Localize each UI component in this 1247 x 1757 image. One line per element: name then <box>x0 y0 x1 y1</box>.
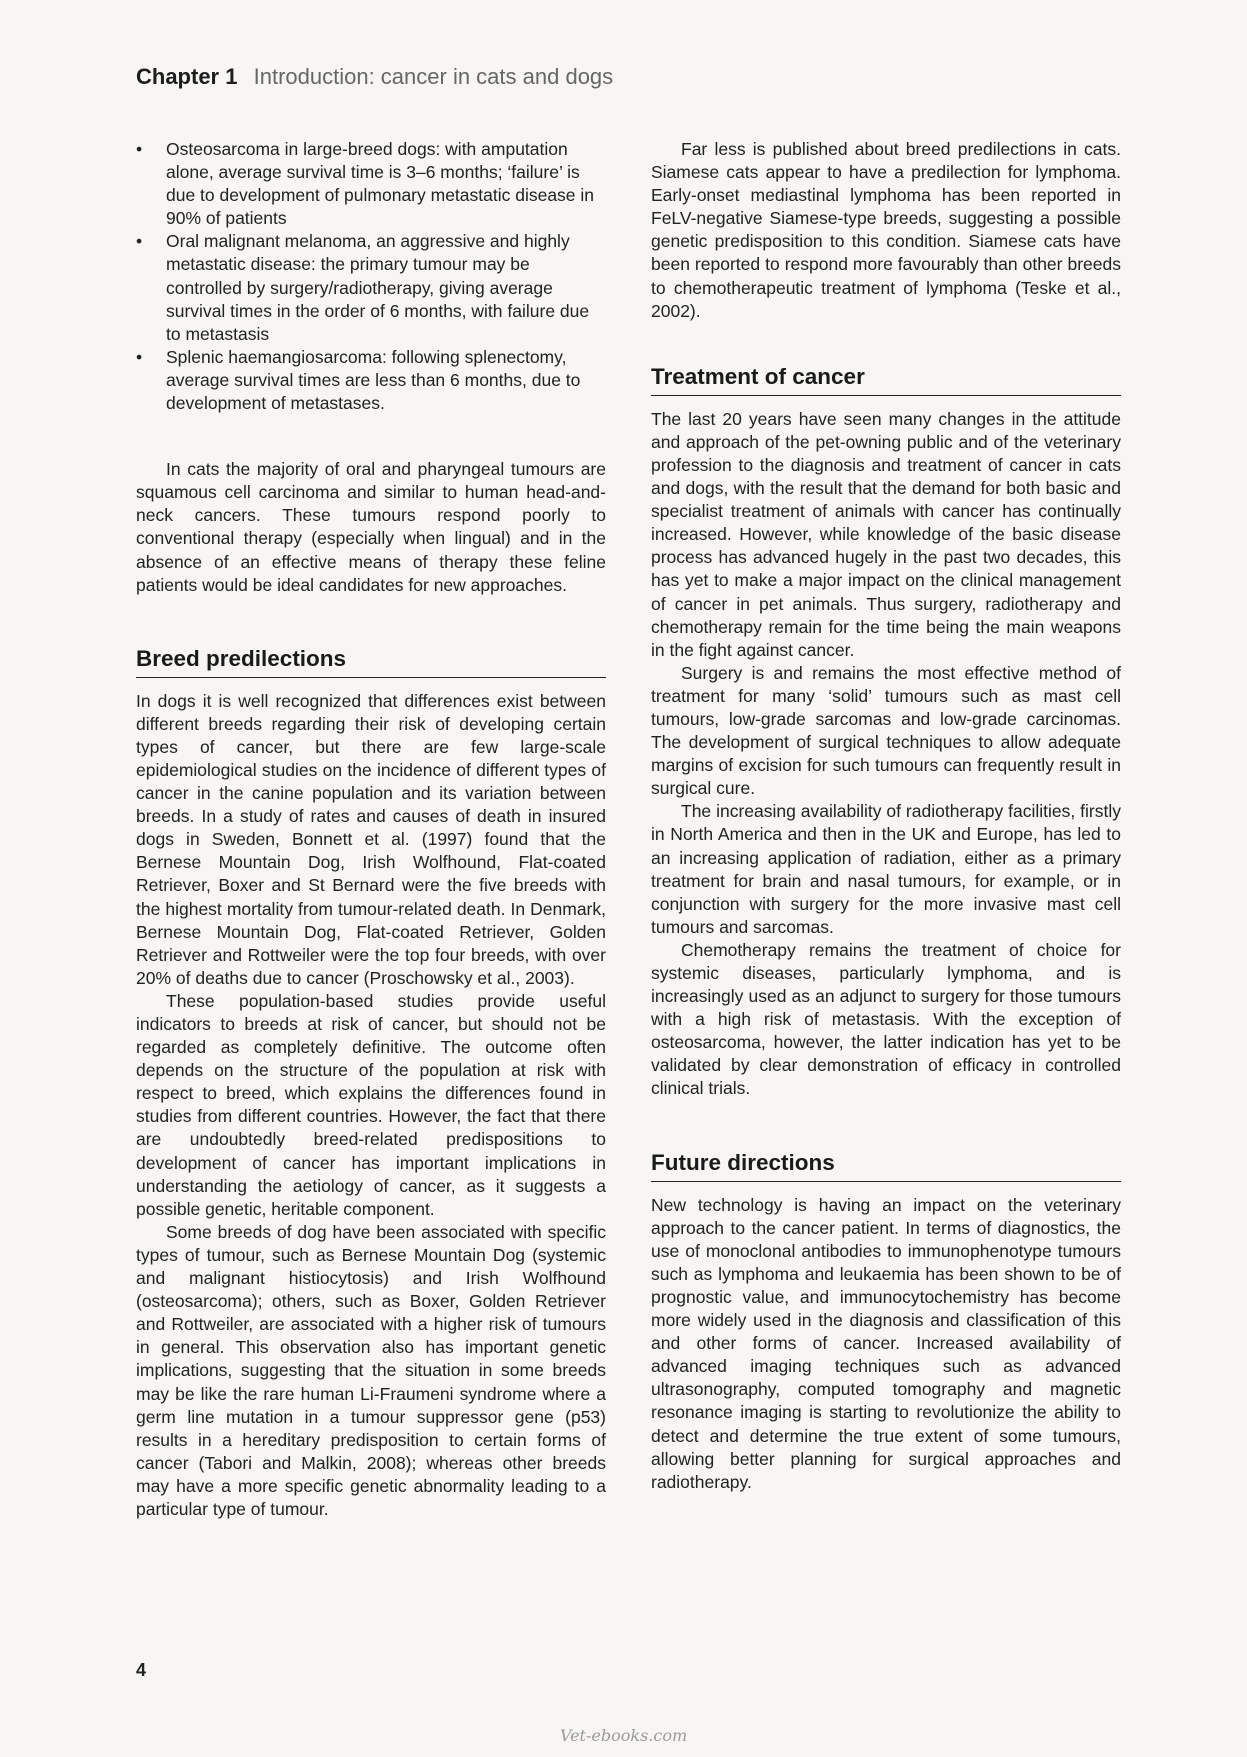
bullet-list <box>136 138 606 415</box>
cats-oral-paragraph: In cats the majority of oral and pharyngeal tumours are squamous cell carcinoma and similar to human head-and-neck cancers. These tumours respond poorly to conventional therapy (especially when lingual) and in the absence of an effective means of therapy these feline patients would be ideal candidates for new approaches. <box>136 459 606 595</box>
body-paragraph: These population-based studies provide useful indicators to breeds at risk of cancer, but should not be regarded as completely definitive. The outcome often depends on the structure of the population at risk with respect to breed, which explains the differences found in studies from different countries. However, the fact that there are undoubtedly breed-related predispositions to development of cancer has important implications in understanding the aetiology of cancer, as it suggests a possible genetic, heritable component. <box>136 990 606 1219</box>
body-paragraph: In dogs it is well recognized that differences exist between different breeds regarding their risk of developing certain types of cancer, but there are few large-scale epidemiological studies on the incidence of different types of cancer in the canine population and its variation between breeds. In a study of rates and causes of death in insured dogs in Sweden, Bonnett et al. (1997) found that the Bernese Mountain Dog, Irish Wolfhound, Flat-coated Retriever, Boxer and St Bernard were the five breeds with the highest mortality from tumour-related death. In Denmark, Bernese Mountain Dog, Flat-coated Retriever, Golden Retriever and Rottweiler were the top four breeds, with over 20% of deaths due to cancer (Proschowsky et al., 2003). <box>136 690 606 988</box>
section-heading-treatment-of-cancer: Treatment of cancer <box>651 363 1121 396</box>
list-item: • Splenic haemangiosarcoma: following splenectomy, average survival times are less than 6 months, due to development of metastases. <box>136 346 606 415</box>
chapter-title: Introduction: cancer in cats and dogs <box>253 64 614 89</box>
list-item: • Osteosarcoma in large-breed dogs: with amputation alone, average survival time is 3–6 months; ‘failure’ is due to development of pulmonary metastatic disease in 90% of patients <box>136 138 606 230</box>
body-paragraph: Some breeds of dog have been associated with specific types of tumour, such as Bernese Mountain Dog (systemic and malignant histiocytosis) and Irish Wolfhound (osteosarcoma); others, such as Boxer, Golden Retriever and Rottweiler, are associated with a higher risk of tumours in general. This observation also has important genetic implications, suggesting that the situation in some breeds may be like the rare human Li-Fraumeni syndrome where a germ line mutation in a tumour suppressor gene (p53) results in a hereditary predisposition to certain forms of cancer (Tabori and Malkin, 2008); whereas other breeds may have a more specific genetic abnormality leading to a particular type of tumour. <box>136 1221 606 1519</box>
list-item: • Oral malignant melanoma, an aggressive and highly metastatic disease: the primary tumour may be controlled by surgery/radiotherapy, giving average survival times in the order of 6 months, with failure due to metastasis <box>136 230 606 345</box>
section-heading-future-directions: Future directions <box>651 1149 1121 1182</box>
watermark: Vet-ebooks.com <box>560 1726 688 1745</box>
body-paragraph: The increasing availability of radiotherapy facilities, firstly in North America and then in the UK and Europe, has led to an increasing application of radiation, either as a primary treatment for brain and nasal tumours, for example, or in conjunction with surgery for the more invasive mast cell tumours and sarcomas. <box>651 801 1121 937</box>
cats-breed-paragraph: Far less is published about breed predilections in cats. Siamese cats appear to have a predilection for lymphoma. Early-onset mediastinal lymphoma has been reported in FeLV-negative Siamese-type breeds, suggesting a possible genetic predisposition to this condition. Siamese cats have been reported to respond more favourably than other breeds to chemotherapeutic treatment of lymphoma (Teske et al., 2002). <box>651 139 1121 321</box>
body-paragraph: The last 20 years have seen many changes in the attitude and approach of the pet-owning public and of the veterinary profession to the diagnosis and treatment of cancer in cats and dogs, with the result that the demand for both basic and specialist treatment of animals with cancer has continually increased. However, while knowledge of the basic disease process has advanced hugely in the past two decades, this has yet to make a major impact on the clinical management of cancer in pet animals. Thus surgery, radiotherapy and chemotherapy remain for the time being the main weapons in the fight against cancer. <box>651 408 1121 660</box>
right-column <box>651 138 1121 1494</box>
body-paragraph: Surgery is and remains the most effective method of treatment for many ‘solid’ tumours such as mast cell tumours, low-grade sarcomas and low-grade carcinomas. The development of surgical techniques to allow adequate margins of excision for such tumours can frequently result in surgical cure. <box>651 662 1121 799</box>
page-number: 4 <box>136 1660 147 1680</box>
running-head <box>136 64 613 90</box>
section-heading-breed-predilections: Breed predilections <box>136 645 606 678</box>
body-paragraph: Chemotherapy remains the treatment of choice for systemic diseases, particularly lymphoma, and is increasingly used as an adjunct to surgery for those tumours with a high risk of metastasis. With the exception of osteosarcoma, however, the latter indication has yet to be validated by clear demonstration of efficacy in controlled clinical trials. <box>651 939 1121 1099</box>
body-paragraph: New technology is having an impact on the veterinary approach to the cancer patient. In terms of diagnostics, the use of monoclonal antibodies to immunophenotype tumours such as lymphoma and leukaemia has been shown to be of prognostic value, and immunocytochemistry has become more widely used in the diagnosis and classification of this and other forms of cancer. Increased availability of advanced imaging techniques such as advanced ultrasonography, computed tomography and magnetic resonance imaging is starting to revolutionize the ability to detect and determine the true extent of some tumours, allowing better planning for surgical approaches and radiotherapy. <box>651 1194 1121 1492</box>
chapter-label: Chapter 1 <box>136 64 238 89</box>
left-column <box>136 138 606 1521</box>
